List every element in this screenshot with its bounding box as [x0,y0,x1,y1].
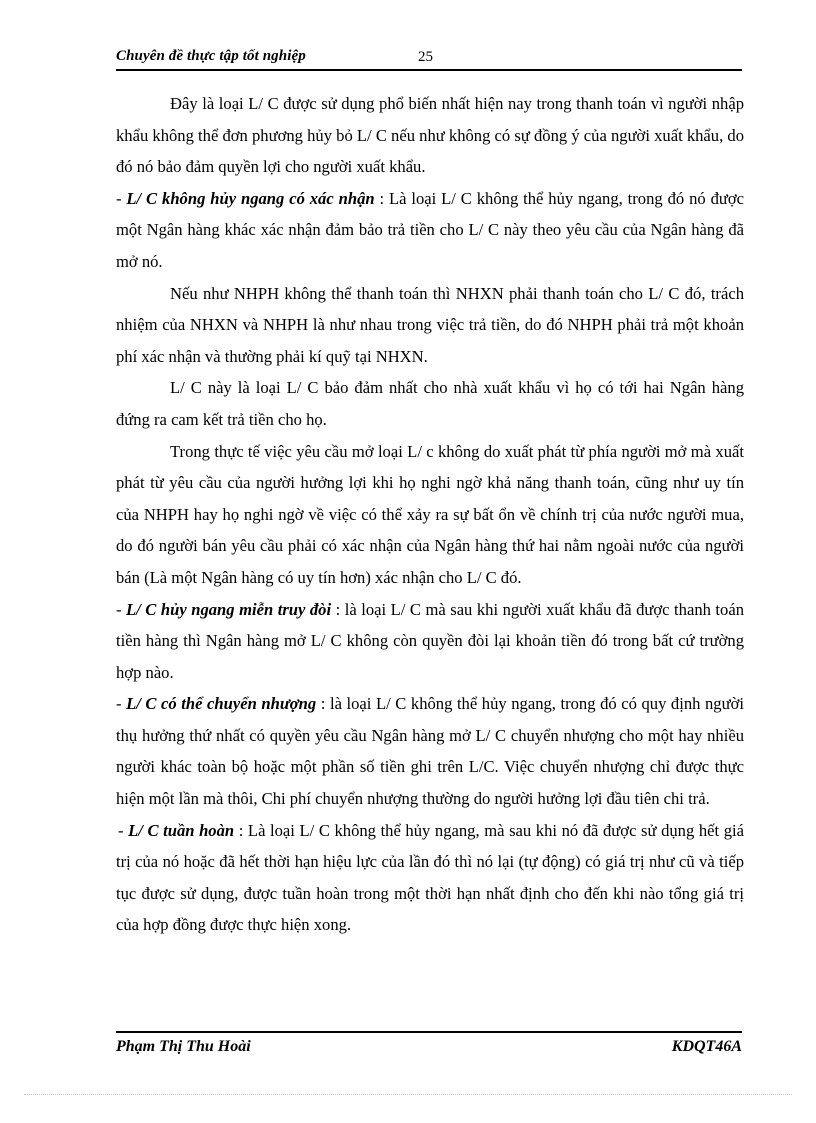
list-item [116,688,744,814]
paragraph [116,88,744,183]
paragraph-text: L/ C này là loại L/ C bảo đảm nhất cho nhà xuất khẩu vì họ có tới hai Ngân hàng đứng ra cam kết trả tiền cho họ. [116,378,744,429]
list-bullet: - [116,694,127,714]
term-heading: L/ C tuần hoàn [128,820,235,840]
list-item [116,815,744,941]
paragraph [116,436,744,594]
page-header [116,48,742,70]
list-bullet: - [116,188,127,208]
paragraph-text: Trong thực tế việc yêu cầu mở loại L/ c không do xuất phát từ phía người mở mà xuất phát từ yêu cầu của người hưởng lợi khi họ nghi ngờ khả năng thanh toán, cũng như uy tín của NHPH hay họ nghi ngờ về việc có thể xảy ra sự bất ổn về chính trị của nước người mua, do đó người bán yêu cầu phải có xác nhận của Ngân hàng thứ hai nằm ngoài nước của người bán (Là một Ngân hàng có uy tín hơn) xác nhận cho L/ C đó. [116,441,744,587]
page-number: 25 [418,49,433,65]
document-body [116,88,744,941]
paragraph-text: Đây là loại L/ C được sử dụng phổ biến nhất hiện nay trong thanh toán vì người nhập khẩu không thể đơn phương hủy bỏ L/ C nếu như không có sự đồng ý của người xuất khẩu, do đó nó bảo đảm quyền lợi cho người xuất khẩu. [116,94,744,177]
list-item [116,183,744,278]
footer-divider [116,1031,742,1033]
list-item [116,594,744,689]
list-bullet: - [118,820,129,840]
term-heading: L/ C hủy ngang miễn truy đòi [126,599,332,619]
paragraph-text: : là loại L/ C mà sau khi người xuất khẩu đã được thanh toán tiền hàng thì Ngân hàng mở L/ C không còn quyền đòi lại khoản tiền đó trong bất cứ trường hợp nào. [116,599,744,682]
paragraph-text: : là loại L/ C không thể hủy ngang, trong đó có quy định người thụ hưởng thứ nhất có quyền yêu cầu Ngân hàng mở L/ C chuyển nhượng cho một hay nhiều người khác toàn bộ hoặc một phần số tiền ghi trên L/C. Việc chuyển nhượng chỉ được thực hiện một lần mà thôi, Chi phí chuyển nhượng thường do người hưởng lợi đầu tiên chi trả. [116,694,744,809]
header-divider [116,69,742,71]
paragraph-text: : Là loại L/ C không thể hủy ngang, trong đó nó được một Ngân hàng khác xác nhận đảm bảo trả tiền cho L/ C này theo yêu cầu của Ngân hàng đã mở nó. [116,188,744,271]
paragraph [116,278,744,373]
list-bullet: - [116,599,127,619]
footer-class-code: KDQT46A [671,1038,742,1055]
page-edge-divider [24,1094,792,1095]
paragraph-text: : Là loại L/ C không thể hủy ngang, mà sau khi nó đã được sử dụng hết giá trị của nó hoặc đã hết thời hạn hiệu lực của lần đó thì nó lại (tự động) có giá trị như cũ và tiếp tục được sử dụng, được tuần hoàn trong một thời hạn nhất định cho đến khi nào tổng giá trị của hợp đồng được thực hiện xong. [116,820,744,935]
term-heading: L/ C có thể chuyển nhượng [126,694,317,714]
paragraph [116,372,744,435]
paragraph-text: Nếu như NHPH không thể thanh toán thì NHXN phải thanh toán cho L/ C đó, trách nhiệm của NHXN và NHPH là như nhau trong việc trả tiền, do đó NHPH phải trả một khoản phí xác nhận và thường phải kí quỹ tại NHXN. [116,283,744,366]
term-heading: L/ C không hủy ngang có xác nhận [126,188,375,208]
footer-author: Phạm Thị Thu Hoài [116,1038,251,1055]
header-title: Chuyên đề thực tập tốt nghiệp [116,48,306,64]
